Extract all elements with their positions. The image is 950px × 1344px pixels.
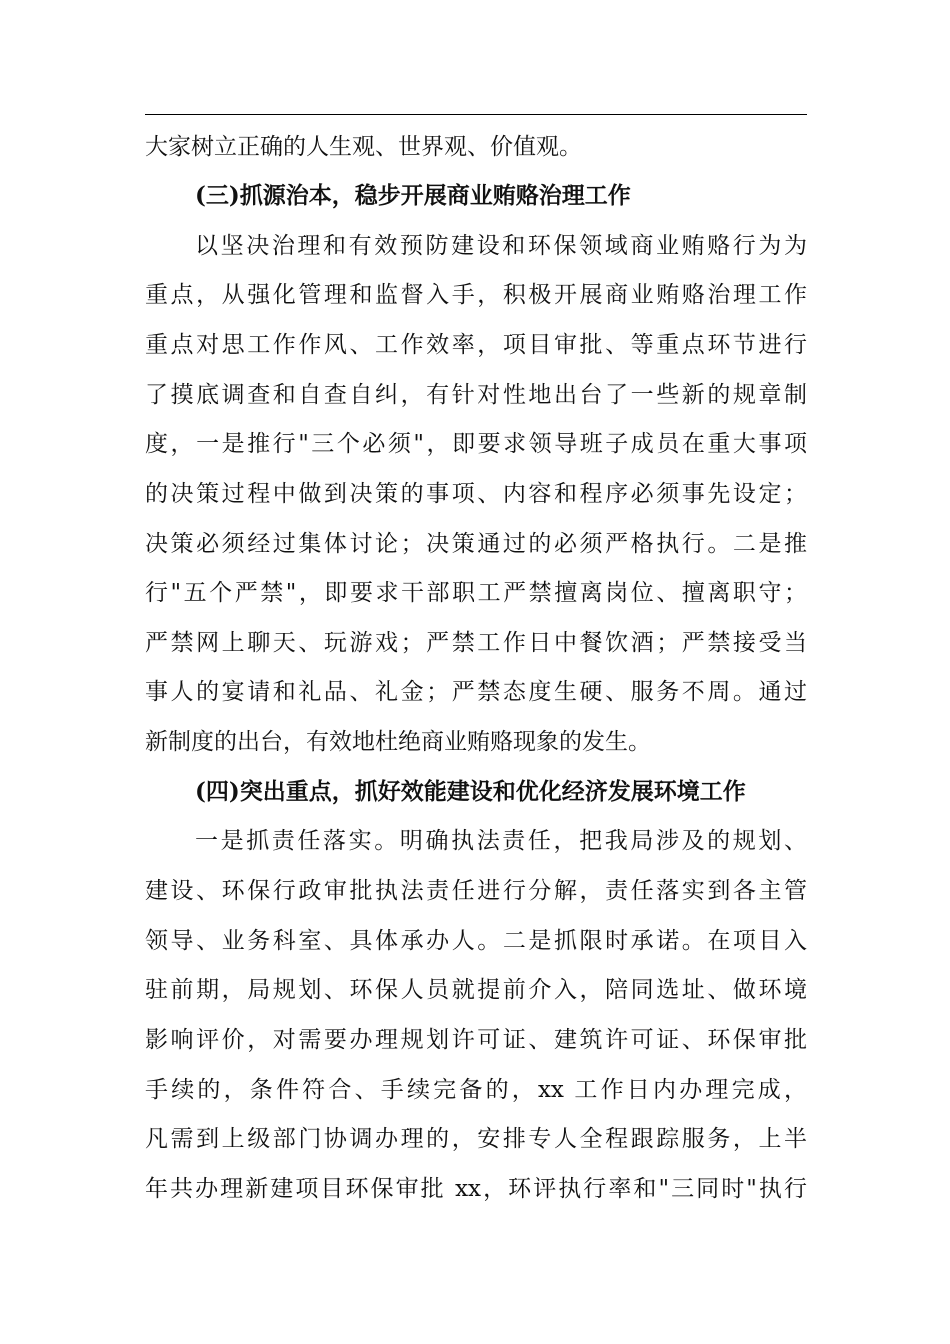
text-line: 了摸底调查和自查自纠，有针对性地出台了一些新的规章制 (145, 382, 807, 408)
text-line: 的决策过程中做到决策的事项、内容和程序必须事先设定； (145, 481, 807, 507)
text-line: 行"五个严禁"，即要求干部职工严禁擅离岗位、擅离职守； (145, 580, 807, 606)
text-line: 影响评价，对需要办理规划许可证、建筑许可证、环保审批 (145, 1027, 807, 1053)
section-heading: (四)突出重点，抓好效能建设和优化经济发展环境工作 (195, 778, 746, 805)
text-line: 领导、业务科室、具体承办人。二是抓限时承诺。在项目入 (145, 928, 807, 954)
text-line: 度，一是推行"三个必须"，即要求领导班子成员在重大事项 (145, 431, 807, 457)
text-line: 年共办理新建项目环保审批 xx，环评执行率和"三同时"执行 (145, 1176, 807, 1202)
section-heading: (三)抓源治本，稳步开展商业贿赂治理工作 (195, 182, 631, 209)
text-line: 一是抓责任落实。明确执法责任，把我局涉及的规划、 (195, 828, 807, 854)
text-line: 决策必须经过集体讨论；决策通过的必须严格执行。二是推 (145, 531, 807, 557)
text-line: 重点对思工作作风、工作效率，项目审批、等重点环节进行 (145, 332, 807, 358)
text-line: 凡需到上级部门协调办理的，安排专人全程跟踪服务，上半 (145, 1126, 807, 1152)
text-line: 严禁网上聊天、玩游戏；严禁工作日中餐饮酒；严禁接受当 (145, 630, 807, 656)
text-line: 手续的，条件符合、手续完备的，xx 工作日内办理完成， (145, 1077, 807, 1103)
text-line: 驻前期，局规划、环保人员就提前介入，陪同选址、做环境 (145, 977, 807, 1003)
text-line: 建设、环保行政审批执法责任进行分解，责任落实到各主管 (145, 878, 807, 904)
text-line: 重点，从强化管理和监督入手，积极开展商业贿赂治理工作 (145, 282, 807, 308)
text-line: 新制度的出台，有效地杜绝商业贿赂现象的发生。 (145, 729, 651, 755)
text-line: 以坚决治理和有效预防建设和环保领域商业贿赂行为为 (195, 233, 807, 259)
header-rule (145, 114, 807, 115)
text-line: 事人的宴请和礼品、礼金；严禁态度生硬、服务不周。通过 (145, 679, 807, 705)
text-line: 大家树立正确的人生观、世界观、价值观。 (145, 134, 582, 160)
